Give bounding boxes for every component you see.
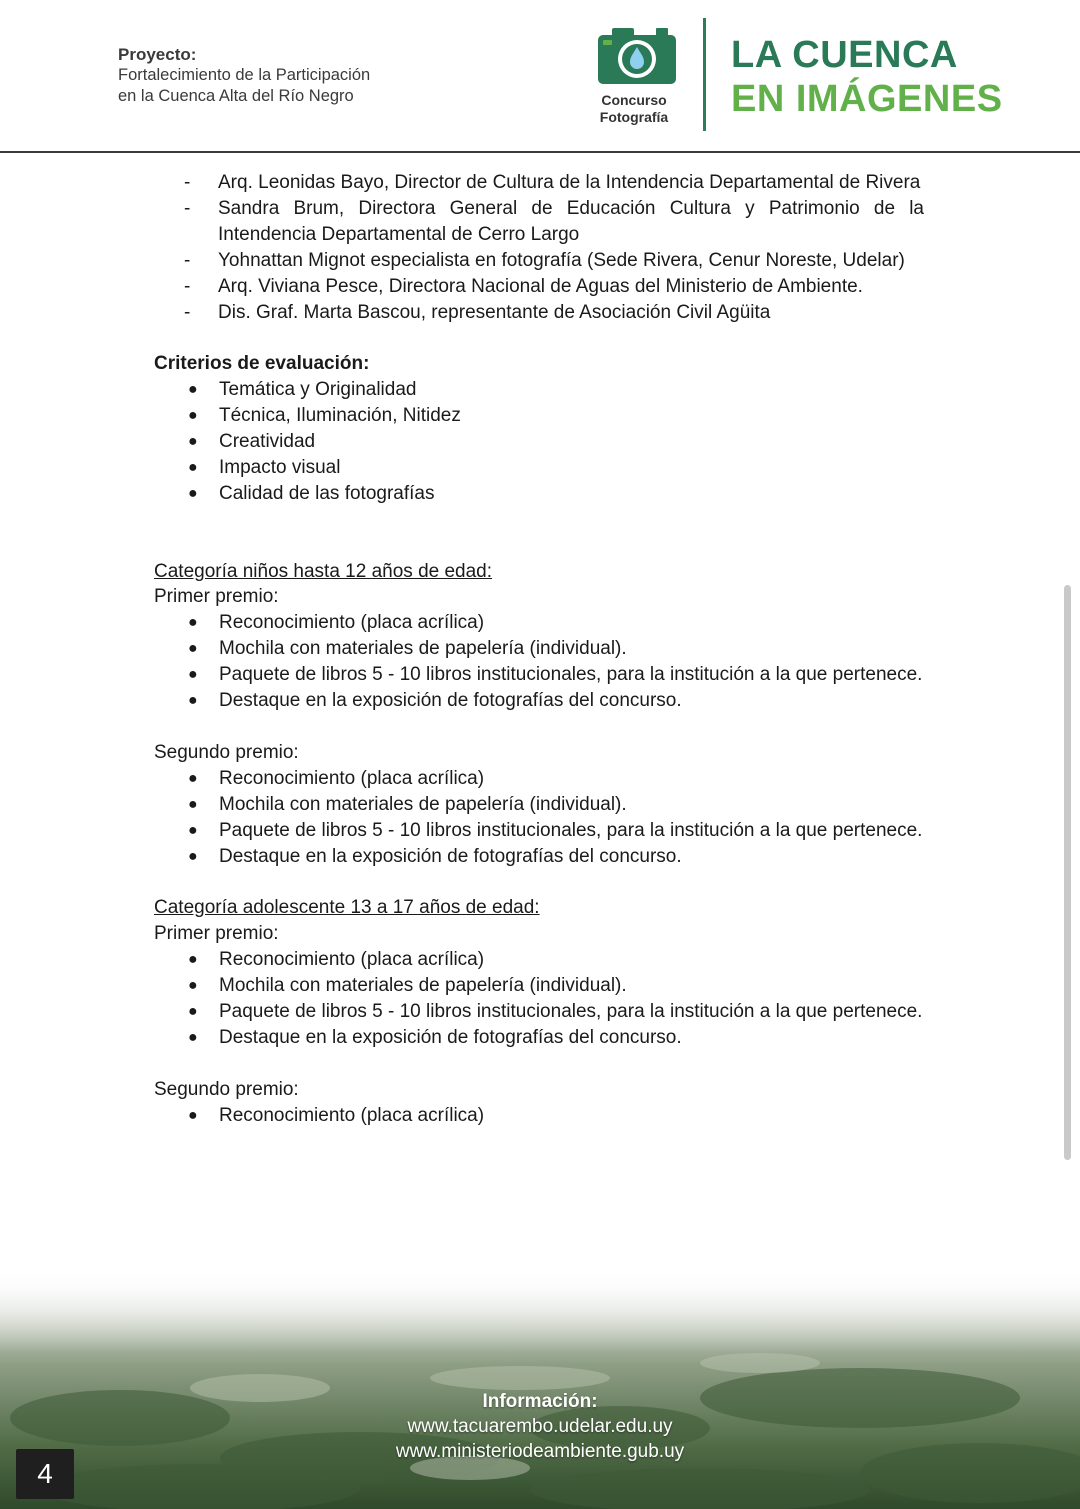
criteria-item-text: Técnica, Iluminación, Nitidez [219,405,461,427]
footer-info [340,1389,740,1464]
list-item: ● Reconocimiento (placa acrílica) [188,949,485,971]
prize-item-text: Destaque en la exposición de fotografías del concurso. [219,1026,682,1048]
jury-item-text: Dis. Graf. Marta Bascou, representante de Asociación Civil Agüita [218,301,771,323]
info-title: Información: [482,1391,598,1412]
list-item: ● Reconocimiento (placa acrílica) [188,767,485,789]
header-divider [0,151,1080,153]
logo-title [731,33,1003,121]
list-item: ● Reconocimiento (placa acrílica) [188,1104,485,1126]
jury-item-text: Sandra Brum, Directora General de Educación Cultura y Patrimonio de la Intendencia Departamental de Cerro Largo [218,197,924,245]
logo-caption-line1: Concurso [601,92,667,108]
teens-second-prize-list [154,1103,924,1129]
prize-item-text: Reconocimiento (placa acrílica) [219,1104,485,1126]
list-item: ● Temática y Originalidad [188,379,417,401]
logo-title-line2: EN IMÁGENES [731,78,1003,120]
criteria-item-text: Creatividad [219,431,316,453]
criteria-item-text: Temática y Originalidad [219,379,417,401]
criteria-item-text: Impacto visual [219,456,341,478]
logo-divider [703,18,706,131]
list-item: - Arq. Leonidas Bayo, Director de Cultura de la Intendencia Departamental de Rivera [184,172,921,193]
jury-item-text: Arq. Viviana Pesce, Directora Nacional de Aguas del Ministerio de Ambiente. [218,275,863,297]
logo-caption [582,92,686,126]
info-url-udelar[interactable]: www.tacuarembo.udelar.edu.uy [407,1416,673,1437]
page-number-badge: 4 [16,1449,74,1499]
prize-item-text: Reconocimiento (placa acrílica) [219,767,485,789]
prize-item-text: Reconocimiento (placa acrílica) [219,612,485,634]
criteria-list [154,377,924,507]
list-item: ● Impacto visual [188,456,341,478]
criteria-heading: Criterios de evaluación: [154,353,370,375]
prize-item-text: Paquete de libros 5 - 10 libros institucionales, para la institución a la que pertenece. [219,1000,923,1022]
prize-item-text: Paquete de libros 5 - 10 libros institucionales, para la institución a la que pertenece. [219,819,923,841]
list-item: ● Mochila con materiales de papelería (individual). [188,638,627,660]
list-item: ● Destaque en la exposición de fotografías del concurso. [188,690,682,712]
list-item: ● Mochila con materiales de papelería (individual). [188,793,627,815]
project-title-line1: Fortalecimiento de la Participación [118,66,371,84]
scrollbar[interactable] [1064,585,1071,1160]
list-item: ● Calidad de las fotografías [188,482,435,504]
prize-item-text: Destaque en la exposición de fotografías del concurso. [219,690,682,712]
jury-item-text: Arq. Leonidas Bayo, Director de Cultura de la Intendencia Departamental de Rivera [218,172,921,193]
category-kids-heading: Categoría niños hasta 12 años de edad: [154,560,493,582]
list-item: ● Paquete de libros 5 - 10 libros institucionales, para la institución a la que pertenece. [188,819,923,841]
kids-second-prize-list [154,766,924,870]
project-label: Proyecto: [118,45,197,64]
list-item: ● Mochila con materiales de papelería (individual). [188,975,627,997]
kids-first-prize-list [154,610,924,714]
teens-first-prize-list [154,947,924,1051]
teens-second-prize-label: Segundo premio: [154,1078,299,1100]
jury-list [154,170,924,325]
kids-second-prize-label: Segundo premio: [154,741,299,763]
logo-caption-line2: Fotografía [599,109,669,125]
prize-item-text: Mochila con materiales de papelería (individual). [219,975,627,997]
project-title-line2: en la Cuenca Alta del Río Negro [118,87,354,105]
list-item: ● Técnica, Iluminación, Nitidez [188,405,461,427]
list-item: - Sandra Brum, Directora General de Educación Cultura y Patrimonio de la Intendencia Departamental de Cerro Largo [184,197,924,245]
list-item: ● Destaque en la exposición de fotografías del concurso. [188,845,682,867]
prize-item-text: Paquete de libros 5 - 10 libros institucionales, para la institución a la que pertenece. [219,664,923,686]
list-item: - Yohnattan Mignot especialista en fotografía (Sede Rivera, Cenur Noreste, Udelar) [184,249,905,271]
list-item: ● Destaque en la exposición de fotografías del concurso. [188,1026,682,1048]
project-block [118,44,370,107]
document-body [154,170,924,1128]
camera-drop-icon [598,26,676,84]
criteria-item-text: Calidad de las fotografías [219,482,435,504]
list-item: ● Paquete de libros 5 - 10 libros institucionales, para la institución a la que pertenece. [188,664,923,686]
teens-first-prize-label: Primer premio: [154,923,279,945]
logo-title-line1: LA CUENCA [731,34,958,76]
page-header [0,0,1080,152]
list-item: - Arq. Viviana Pesce, Directora Nacional de Aguas del Ministerio de Ambiente. [184,275,863,297]
list-item: - Dis. Graf. Marta Bascou, representante de Asociación Civil Agüita [184,301,771,323]
list-item: ● Paquete de libros 5 - 10 libros institucionales, para la institución a la que pertenece. [188,1000,923,1022]
prize-item-text: Reconocimiento (placa acrílica) [219,949,485,971]
list-item: ● Reconocimiento (placa acrílica) [188,612,485,634]
prize-item-text: Mochila con materiales de papelería (individual). [219,793,627,815]
kids-first-prize-label: Primer premio: [154,586,279,608]
jury-item-text: Yohnattan Mignot especialista en fotografía (Sede Rivera, Cenur Noreste, Udelar) [218,249,905,271]
prize-item-text: Destaque en la exposición de fotografías del concurso. [219,845,682,867]
info-url-ministerio[interactable]: www.ministeriodeambiente.gub.uy [395,1441,685,1462]
prize-item-text: Mochila con materiales de papelería (individual). [219,638,627,660]
category-teens-heading: Categoría adolescente 13 a 17 años de edad: [154,897,540,919]
list-item: ● Creatividad [188,431,316,453]
